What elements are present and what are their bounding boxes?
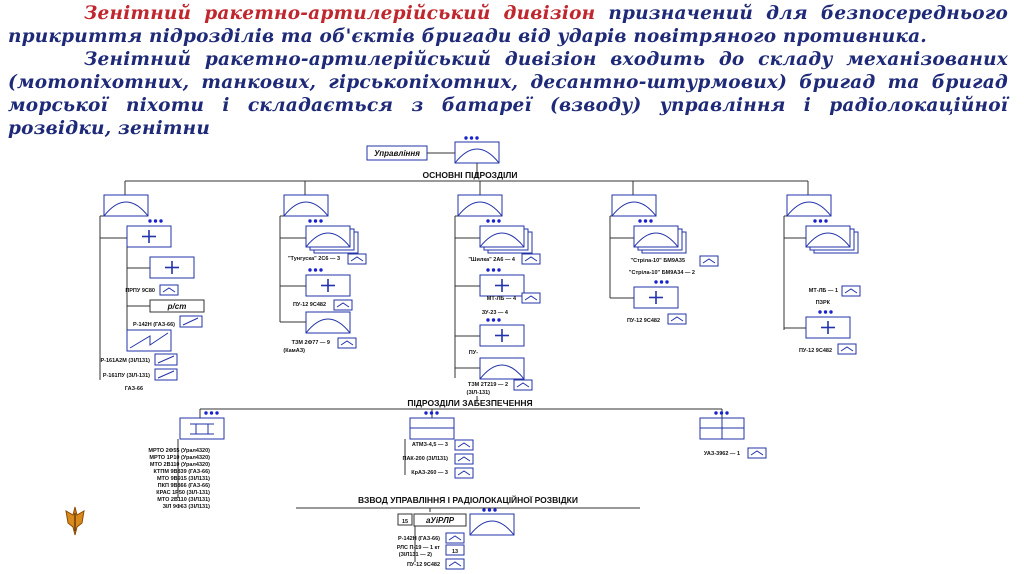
col1-l1: ПРПУ 9С80 (125, 288, 155, 294)
col5-l1: МТ-ЛБ — 1 (808, 288, 838, 294)
col2-l2: ПУ-12 9С482 (292, 302, 326, 308)
sup1-l9: ЗІЛ 9Ф63 (ЗІЛ131) (162, 504, 210, 510)
col3-l4: ПУ- (468, 350, 478, 356)
col1-l4: Р-161ПУ (ЗІЛ-131) (102, 373, 150, 379)
column-manpads-battery (784, 195, 860, 354)
plat-l4: ПУ-12 9С482 (406, 562, 440, 568)
support-supply-unit (403, 411, 474, 478)
sup2-l1: АТМЗ-4,5 — 3 (411, 442, 448, 448)
plat-b1: 13 (451, 549, 459, 555)
col2-l1: "Тунгуска" 2С6 — 3 (287, 256, 340, 262)
col4-l2: "Стріла-10" БМ9А34 — 2 (628, 270, 695, 276)
plat-l1: Р-142Н (ГАЗ-66) (398, 536, 440, 542)
plat-box: аУіРЛР (425, 516, 455, 525)
hq-label: Управління (374, 149, 420, 158)
sup1-l3: МТО 2В110 (Урал4320) (149, 462, 210, 468)
column-strela-battery (610, 195, 718, 324)
col3-l3: ЗУ-23 — 4 (481, 310, 508, 316)
intro-rest: призначений для безпосереднього прикриття підрозділів та об'єктів бригади від ударів повітряного противника. (8, 3, 1008, 47)
section-main-title: ОСНОВНІ ПІДРОЗДІЛИ (422, 170, 518, 180)
sup1-l7: КРАС 1Р50 (ЗІЛ-131) (156, 490, 210, 496)
column-command-battery (100, 195, 204, 392)
sup1-l5: МТО 9В915 (ЗІЛ131) (156, 476, 210, 482)
sup1-l1: МРТО 2Ф55 (Урал4320) (148, 448, 210, 454)
section-platoon-title: ВЗВОД УПРАВЛІННЯ І РАДІОЛОКАЦІЙНОЇ РОЗВІДКИ (358, 495, 578, 505)
support-repair-unit (148, 411, 224, 510)
composition-paragraph: Зенітний ракетно-артилерійський дивізіон входить до складу механізованих (мотопіхотних, танкових, гірськопіхотних, десантно-штурмових) бригад та бригад морської піхоти і складається з батареї (взводу) управління і радіолокаційної розвідки, зенітни (8, 49, 1008, 139)
col3-l5: ТЗМ 2Т219 — 2 (467, 382, 508, 388)
plat-l3: (ЗІЛ131 — 2) (398, 552, 432, 558)
col2-l3: ТЗМ 2Ф77 — 9 (291, 340, 330, 346)
sup1-l4: КТПМ 9В839 (ГАЗ-66) (153, 469, 210, 475)
support-medical-unit (700, 411, 766, 458)
sup2-l2: ПАК-200 (ЗІЛ131) (402, 456, 448, 462)
col1-l5: ГАЗ-66 (124, 386, 143, 392)
col3-l2: МТ-ЛБ — 4 (486, 296, 516, 302)
unit-symbol-icon (464, 136, 478, 139)
platoon-unit (397, 508, 514, 569)
plat-num: 15 (401, 519, 409, 525)
column-shilka-battery (455, 195, 540, 396)
col1-box: р/ст (167, 302, 187, 311)
col3-l6: (ЗІЛ-131) (466, 390, 490, 396)
col1-l3: Р-161А2М (ЗІЛ131) (100, 358, 150, 364)
column-tunguska-battery (280, 195, 366, 354)
col2-l4: (КамАЗ) (283, 348, 305, 354)
col1-l2: Р-142Н (ГАЗ-66) (133, 322, 175, 328)
sup1-l6: ПКП 9В866 (ГАЗ-66) (157, 483, 210, 489)
intro-highlight: Зенітний ракетно-артилерійський дивізіон (84, 3, 596, 24)
section-support-title: ПІДРОЗДІЛИ ЗАБЕЗПЕЧЕННЯ (407, 398, 533, 408)
col3-l1: "Шилка" 2А6 — 4 (468, 257, 515, 263)
unit-symbol-icon (455, 142, 499, 163)
sup1-l8: МТО 2В110 (ЗІЛ131) (157, 497, 210, 503)
col5-l2: ПЗРК (815, 300, 830, 306)
plat-l2: РЛС П-19 — 1 кт (396, 545, 440, 551)
col4-l3: ПУ-12 9С482 (626, 318, 660, 324)
trident-emblem-icon (62, 505, 88, 537)
sup1-l2: МРТО 1Р10 (Урал4320) (149, 455, 210, 461)
sup3-l1: УАЗ-3962 — 1 (703, 451, 740, 457)
col5-l3: ПУ-12 9С482 (798, 348, 832, 354)
sup2-l3: КрАЗ-260 — 3 (411, 470, 448, 476)
col4-l1: "Стріла-10" БМ9А35 (630, 258, 685, 264)
